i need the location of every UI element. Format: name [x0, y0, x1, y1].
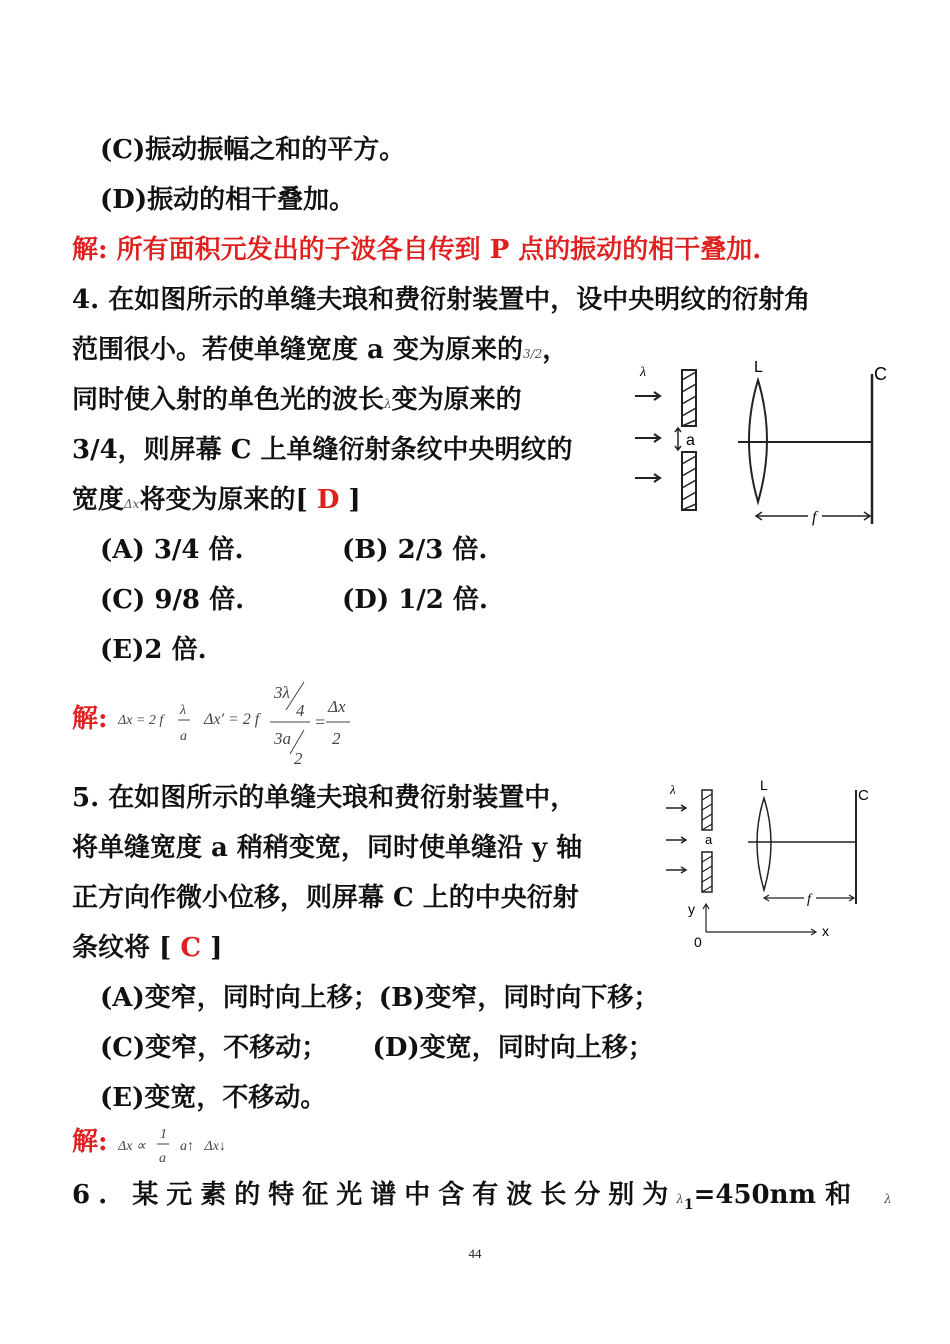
solution-5-label: 解: — [72, 1127, 108, 1157]
page-number: 44 — [468, 1246, 482, 1261]
solution-4-label: 解: — [72, 704, 108, 734]
q4-text: 变为原来的 — [391, 385, 522, 415]
q4-option-e: (E)2 倍. — [100, 635, 207, 665]
sol4-lambda: λ — [180, 703, 187, 718]
fig2-x-label: x — [822, 923, 829, 939]
solution-5-formula — [118, 1122, 268, 1168]
q6-subscript: 1 — [683, 1197, 694, 1214]
option-c: (C)振动振幅之和的平方。 — [100, 135, 406, 165]
fig1-lambda-label: λ — [640, 365, 647, 380]
q5-text: 条纹将 [ — [72, 933, 181, 963]
q4-option-b: (B) 2/3 倍. — [342, 535, 488, 565]
q4-dx: Δx — [124, 497, 140, 511]
q4-option-a: (A) 3/4 倍. — [100, 535, 244, 565]
sol5-dx: Δx ∝ — [118, 1139, 146, 1154]
solution-3: 解: 所有面积元发出的子波各自传到 P 点的振动的相干叠加. — [72, 235, 762, 265]
q6-lambda-2: λ — [884, 1192, 892, 1206]
fig2-origin-label: 0 — [694, 934, 702, 950]
sol4-den-sub: 2 — [294, 749, 303, 768]
q6-lambda-1: λ — [676, 1192, 684, 1206]
sol4-res-den: 2 — [332, 729, 341, 748]
q4-fraction: 3/2 — [522, 347, 543, 361]
q6-text: 6. 某元素的特征光谱中含有波长分别为 — [72, 1180, 677, 1210]
fig2-a-label: a — [705, 832, 713, 847]
q5-option-e: (E)变宽，不移动。 — [100, 1083, 327, 1113]
solution-4-formula — [118, 676, 358, 770]
fig1-L-label: L — [754, 359, 763, 376]
q5-line-4 — [72, 931, 222, 965]
sol4-a: a — [180, 729, 187, 744]
fig2-lens — [757, 798, 771, 890]
fig1-C-label: C — [874, 364, 887, 384]
q5-options-ab: (A)变窄，同时向上移；(B)变窄，同时向下移； — [100, 983, 660, 1013]
option-d: (D)振动的相干叠加。 — [100, 185, 356, 215]
fig1-a-label: a — [686, 432, 695, 449]
sol4-num: 3λ — [274, 683, 290, 702]
q4-lambda: λ — [384, 397, 392, 411]
diffraction-figure-1 — [630, 352, 890, 527]
sol5-num: 1 — [160, 1127, 167, 1142]
fig1-f-label: f — [812, 509, 817, 526]
q4-option-c: (C) 9/8 倍. — [100, 585, 245, 615]
q4-text: 范围很小。若使单缝宽度 a 变为原来的 — [72, 335, 523, 365]
q4-text: ] — [339, 485, 361, 515]
q6-line-1 — [72, 1178, 892, 1222]
sol4-den: 3a — [274, 729, 291, 748]
sol4-num-sub: 4 — [296, 701, 305, 720]
q5-line-2: 将单缝宽度 a 稍稍变宽，同时使单缝沿 y 轴 — [72, 833, 583, 863]
q4-line-5 — [72, 483, 361, 521]
q5-text: ] — [201, 933, 223, 963]
fig2-y-label: y — [688, 901, 695, 917]
sol4-res-num: Δx — [328, 697, 346, 716]
q4-line-1: 4. 在如图所示的单缝夫琅和费衍射装置中，设中央明纹的衍射角 — [72, 285, 811, 315]
q4-comma: ， — [542, 335, 569, 365]
q4-option-d: (D) 1/2 倍. — [342, 585, 488, 615]
q4-line-2 — [72, 333, 568, 371]
fig2-f-label: f — [807, 892, 811, 907]
fig2-C-label: C — [858, 787, 869, 804]
q4-line-3 — [72, 383, 522, 421]
sol4-dx: Δx = 2 f — [118, 713, 164, 728]
sol4-dx-prime: Δx′ = 2 f — [204, 711, 260, 728]
q6-text: =450nm 和 — [693, 1180, 852, 1210]
sol5-den: a — [159, 1151, 166, 1166]
sol4-eq: = — [314, 712, 327, 732]
q5-options-cd: (C)变窄，不移动； (D)变宽，同时向上移； — [100, 1033, 654, 1063]
q4-text: 宽度 — [72, 485, 125, 515]
fig2-L-label: L — [760, 777, 768, 793]
sol5-rest: a↑ Δx↓ — [180, 1139, 226, 1154]
q5-answer: C — [180, 933, 202, 963]
q5-line-3: 正方向作微小位移，则屏幕 C 上的中央衍射 — [72, 883, 579, 913]
q4-text: 将变为原来的[ — [139, 485, 317, 515]
q4-text: 同时使入射的单色光的波长 — [72, 385, 385, 415]
diffraction-figure-2 — [660, 772, 870, 952]
q5-line-1: 5. 在如图所示的单缝夫琅和费衍射装置中， — [72, 783, 577, 813]
q4-line-4: 3/4，则屏幕 C 上单缝衍射条纹中央明纹的 — [72, 435, 573, 465]
q4-answer: D — [316, 485, 340, 515]
fig2-lambda-label: λ — [670, 782, 676, 797]
